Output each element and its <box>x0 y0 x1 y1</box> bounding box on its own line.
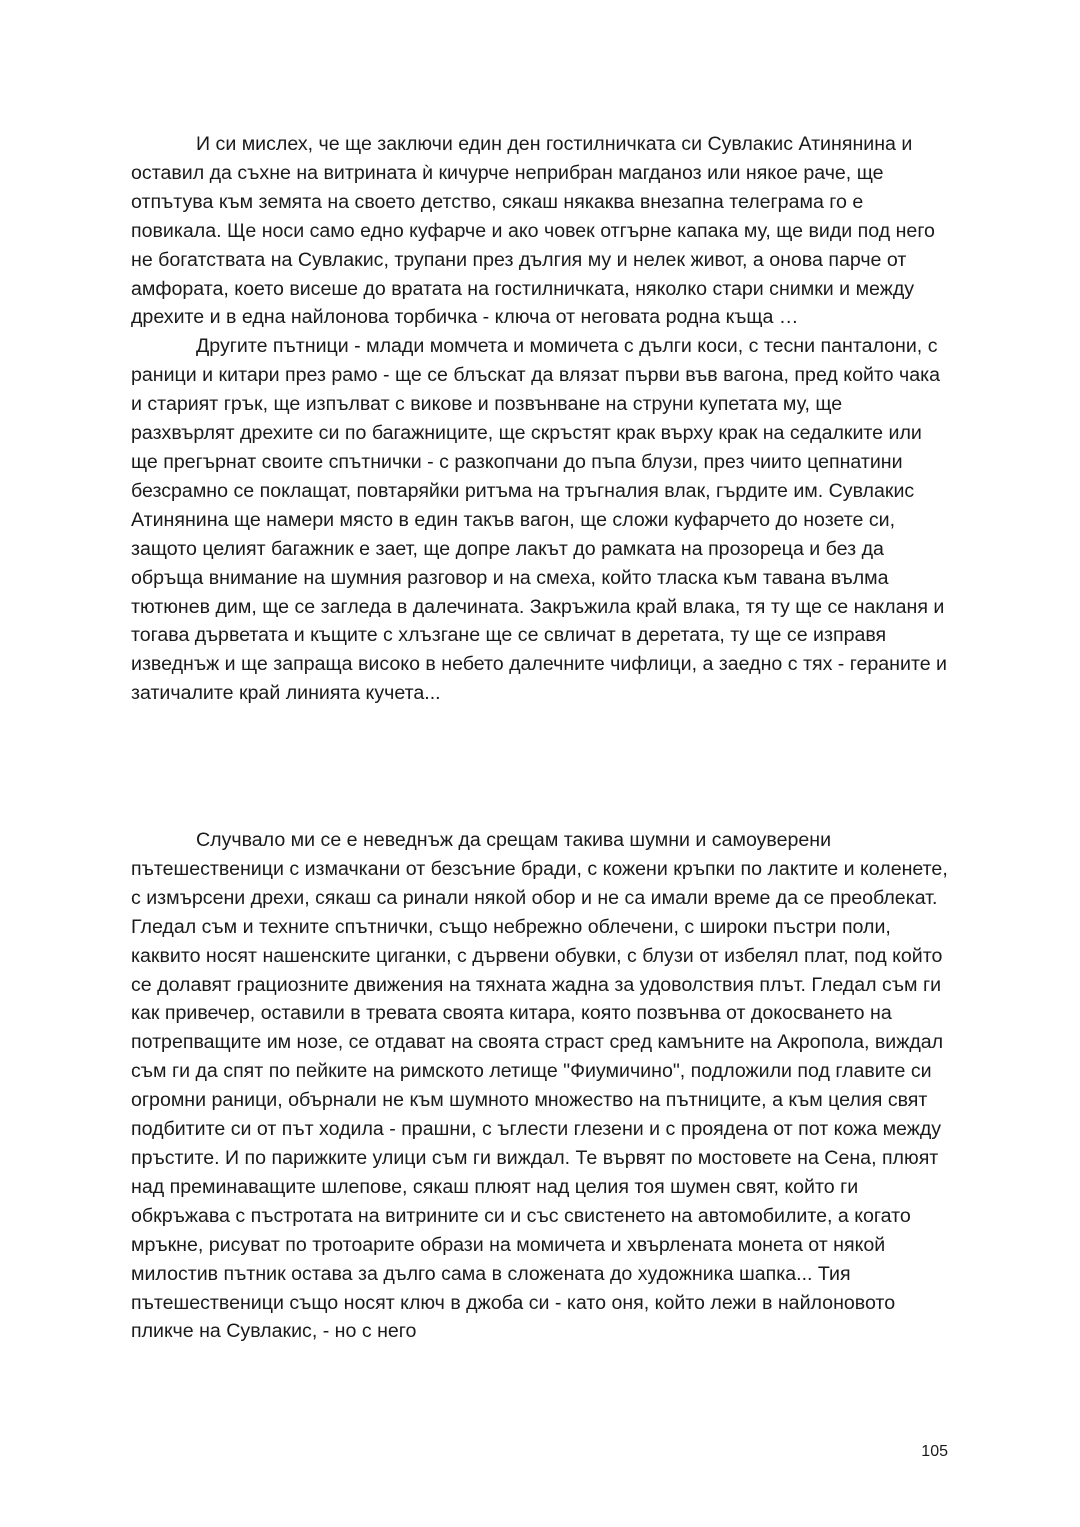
paragraph-2: Другите пътници - млади момчета и момичета с дълги коси, с тесни панталони, с раници и китари през рамо - ще се блъскат да влязат първи във вагона, пред който чака и старият грък, ще изпълват с викове и позвънване на струни купетата му, ще разхвърлят дрехите си по багажниците, ще скръстят крак върху крак на седалките или ще прегърнат своите спътнички - с разкопчани до пъпа блузи, през чиито цепнатини безсрамно се поклащат, повтаряйки ритъма на тръгналия влак, гърдите им. Сувлакис Атинянина ще намери място в един такъв вагон, ще сложи куфарчето до нозете си, защото целият багажник е зает, ще допре лакът до рамката на прозореца и без да обръща внимание на шумния разговор и на смеха, който тласка към тавана вълма тютюнев дим, ще се загледа в далечината. Закръжила край влака, тя ту ще се накланя и тогава дърветата и къщите с хлъзгане ще се свличат в деретата, ту ще се изправя изведнъж и ще запраща високо в небето далечните чифлици, а заедно с тях - гераните и затичалите край линията кучета... <box>131 335 947 705</box>
text-section-1 <box>131 130 951 708</box>
paragraph-1: И си мислех, че ще заключи един ден гостилничката си Сувлакис Атинянина и оставил да съхне на витрината ѝ кичурче неприбран магданоз или някое раче, ще отпътува към земята на своето детство, сякаш някаква внезапна телеграма го е повикала. Ще носи само едно куфарче и ако човек отгърне капака му, ще види под него не богатствата на Сувлакис, трупани през дългия му и нелек живот, а онова парче от амфората, което висеше до вратата на гостилничката, няколко стари снимки и между дрехите и в една найлонова торбичка - ключа от неговата родна къща … <box>131 133 935 329</box>
page-number: 105 <box>921 1443 948 1460</box>
text-section-2 <box>131 826 951 1346</box>
paragraph-3: Случвало ми се е неведнъж да срещам такива шумни и самоуверени пътешественици с измачкани от безсъние бради, с кожени кръпки по лактите и коленете, с измърсени дрехи, сякаш са ринали някой обор и не са имали време да се преоблекат. Гледал съм и техните спътнички, също небрежно облечени, с широки пъстри поли, каквито носят нашенските циганки, с дървени обувки, с блузи от избелял плат, под който се долавят грациозните движения на тяхната жадна за удоволствия плът. Гледал съм ги как привечер, оставили в тревата своята китара, която позвънва от докосването на потрепващите им нозе, се отдават на своята страст сред камъните на Акропола, виждал съм ги да спят по пейките на римското летище "Фиумичино", подложили под главите си огромни раници, обърнали не към шумното множество на пътниците, а към целия свят подбитите си от път ходила - прашни, с ъглести глезени и с проядена от пот кожа между пръстите. И по парижките улици съм ги виждал. Те вървят по мостовете на Сена, плюят над преминаващите шлепове, сякаш плюят над целия тоя шумен свят, който ги обкръжава с пъстротата на витрините си и със свистенето на автомобилите, а когато мръкне, рисуват по тротоарите образи на момичета и хвърлената монета от някой милостив пътник остава за дълго сама в сложената до художника шапка... Тия пътешественици също носят ключ в джоба си - като оня, който лежи в найлоновото пликче на Сувлакис, - но с него <box>131 829 948 1343</box>
